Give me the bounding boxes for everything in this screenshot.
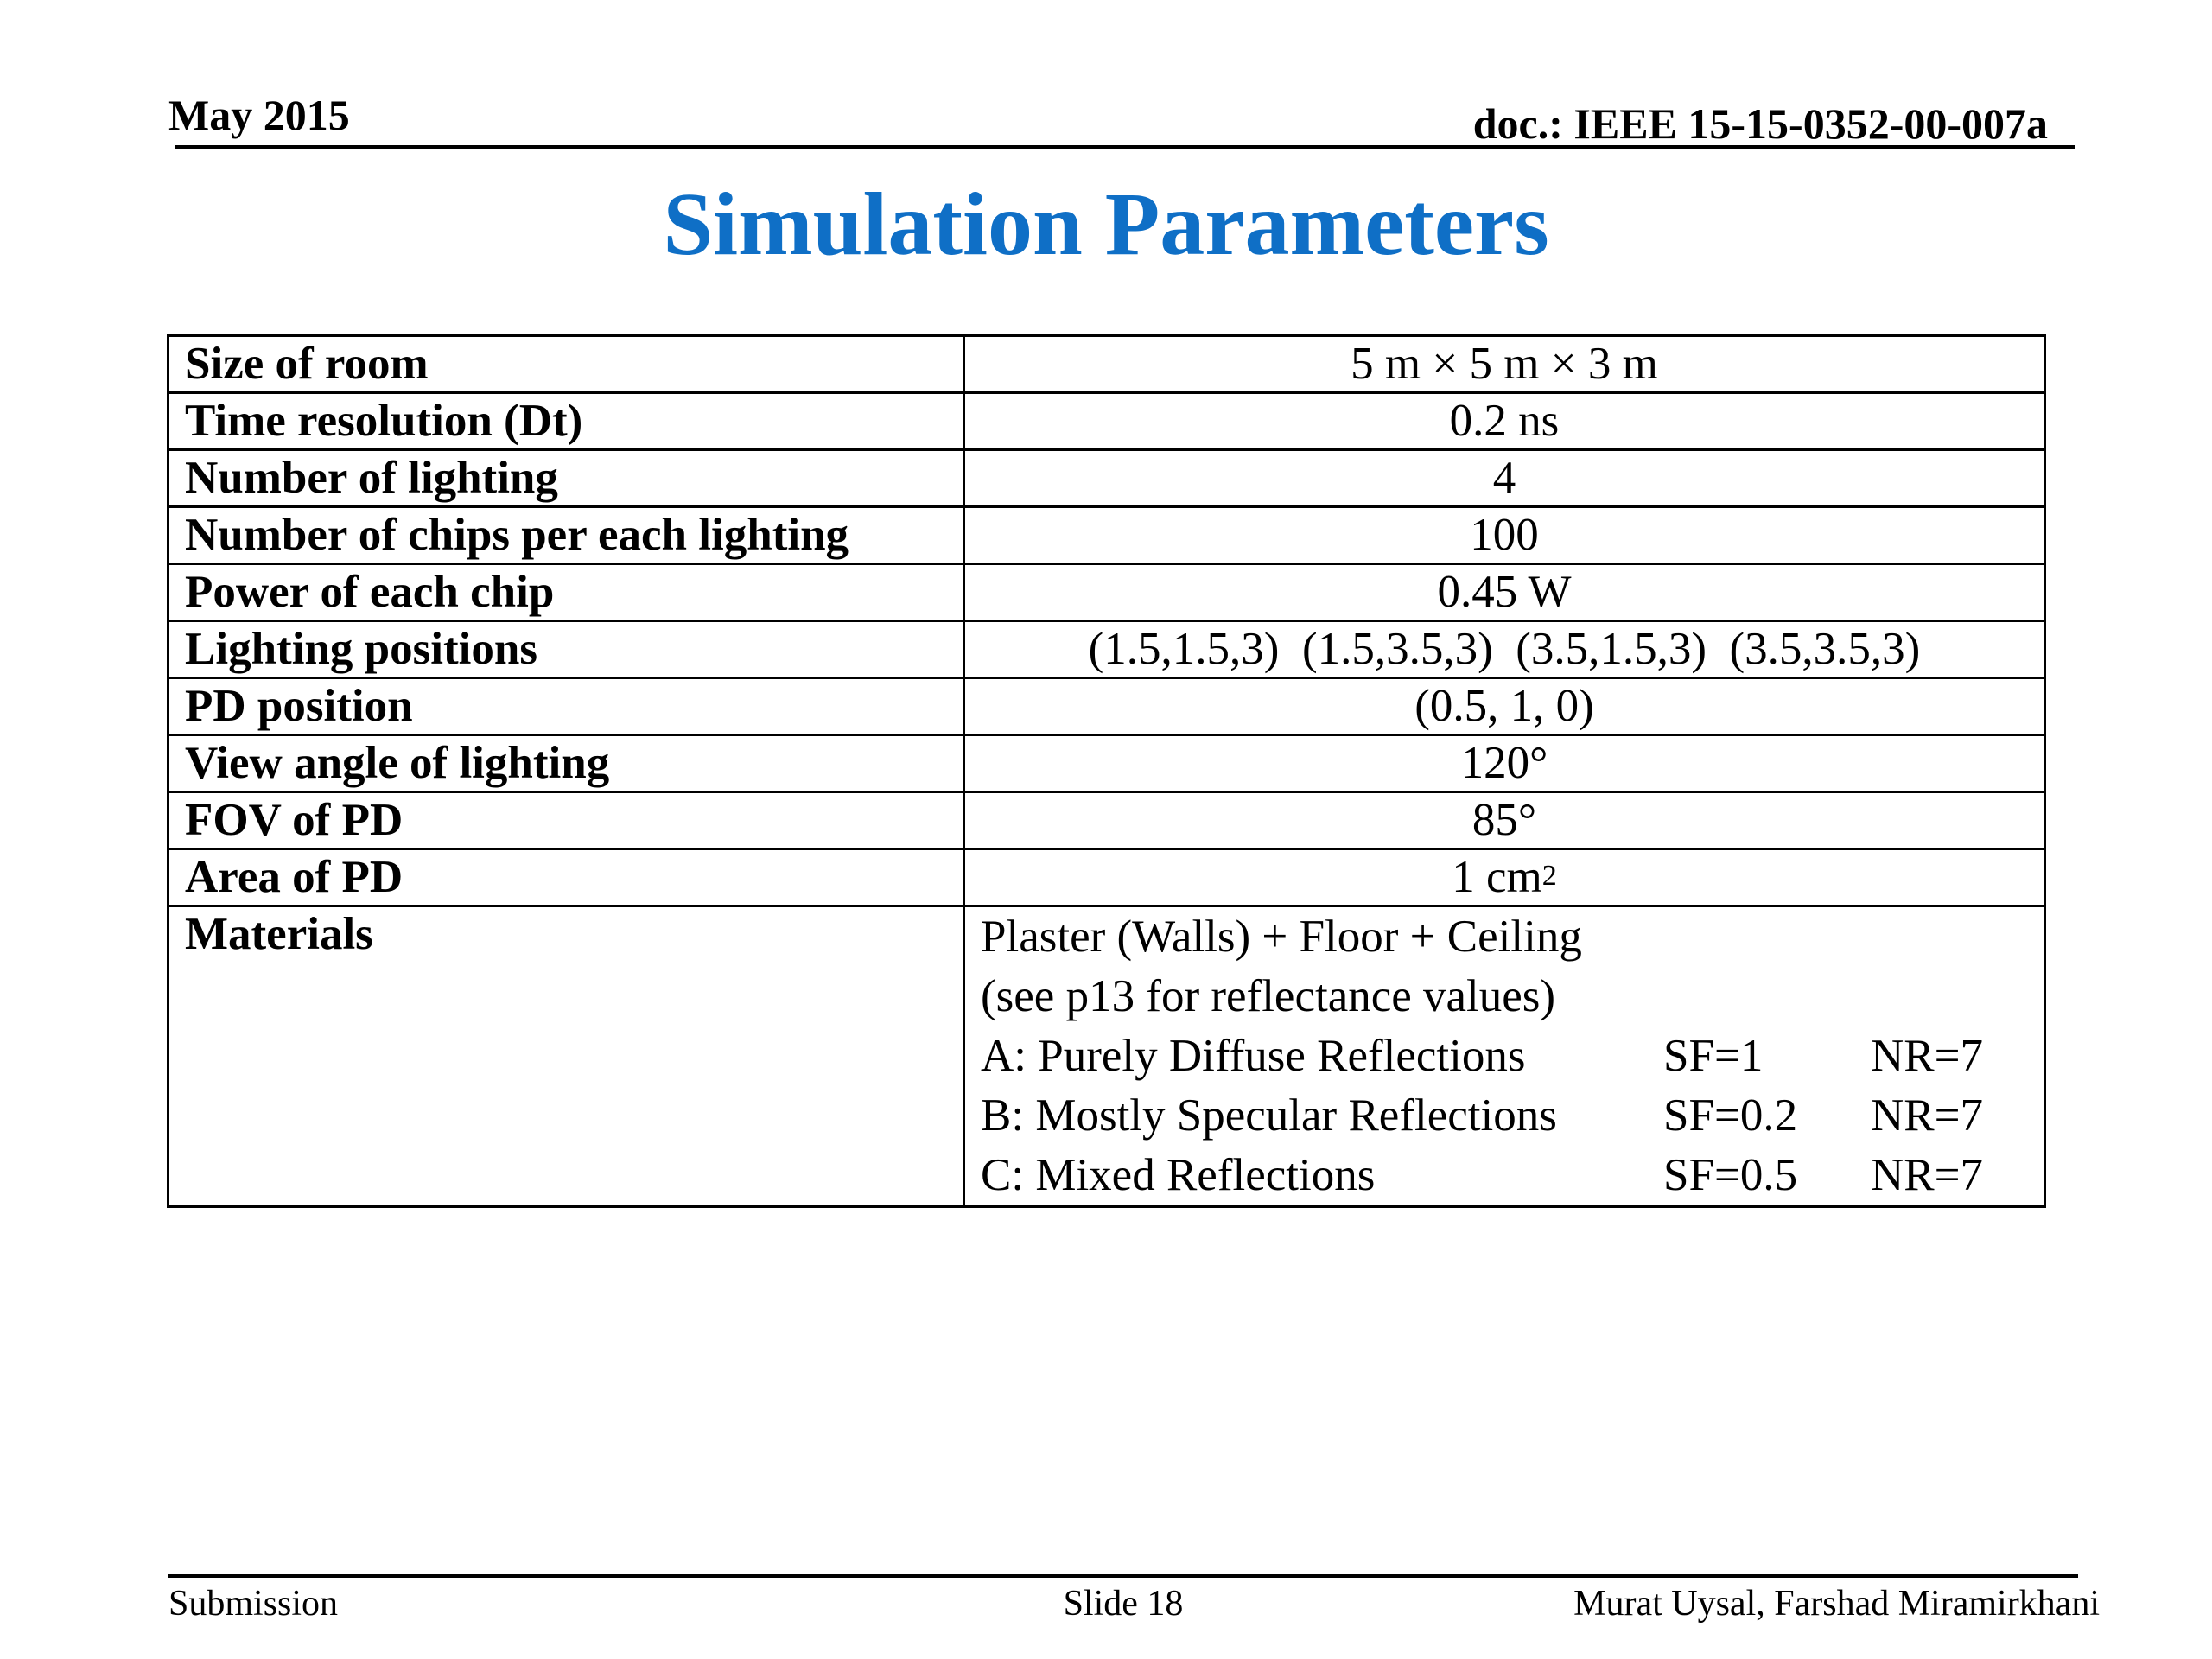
param-name: Size of room [168,336,964,393]
table-row [168,564,2045,621]
param-name: Materials [168,906,964,1207]
param-name: Number of lighting [168,450,964,507]
materials-case [981,1027,2028,1086]
case-nr: NR=7 [1871,1150,1984,1200]
param-value: 4 [964,450,2045,507]
materials-line: Plaster (Walls) + Floor + Ceiling [981,912,1582,962]
table-row [168,849,2045,906]
param-value: (1.5,1.5,3) (1.5,3.5,3) (3.5,1.5,3) (3.5,3.5,3) [964,621,2045,678]
header-date: May 2015 [168,91,350,139]
parameters-table [167,334,2046,1208]
param-name: Area of PD [168,849,964,906]
case-sf: SF=0.2 [1663,1090,1798,1141]
materials-note: (see p13 for reflectance values) [981,971,1556,1021]
footer-authors: Murat Uysal, Farshad Miramirkhani [1573,1584,2100,1624]
param-value: 0.45 W [964,564,2045,621]
case-nr: NR=7 [1871,1090,1984,1141]
param-value: 100 [964,507,2045,564]
slide-number: Slide 18 [1063,1584,1184,1624]
table-row [168,735,2045,792]
param-name: PD position [168,678,964,735]
param-name: Time resolution (Dt) [168,393,964,450]
param-name: View angle of lighting [168,735,964,792]
param-name: Number of chips per each lighting [168,507,964,564]
slide-title: Simulation Parameters [663,175,1549,274]
footer-submission: Submission [168,1584,339,1624]
param-name: Lighting positions [168,621,964,678]
footer-divider [168,1574,2078,1578]
case-sf: SF=1 [1663,1031,1764,1081]
param-value: (0.5, 1, 0) [964,678,2045,735]
param-value: 5 m × 5 m × 3 m [964,336,2045,393]
table-row [168,621,2045,678]
area-value: 1 cm [1452,852,1542,902]
param-value: 0.2 ns [964,393,2045,450]
table-row [168,336,2045,393]
param-value: 85° [964,792,2045,849]
case-label: C: Mixed Reflections [981,1150,1376,1200]
param-name: FOV of PD [168,792,964,849]
area-unit-exponent: 2 [1541,860,1557,892]
table-row [168,507,2045,564]
table-row [168,678,2045,735]
param-value: 120° [964,735,2045,792]
header-divider [175,145,2075,149]
table-row [168,393,2045,450]
param-name: Power of each chip [168,564,964,621]
materials-value [964,906,2045,1207]
table-row [168,450,2045,507]
case-sf: SF=0.5 [1663,1150,1798,1200]
materials-case [981,1086,2028,1146]
materials-case [981,1146,2028,1205]
case-label: B: Mostly Specular Reflections [981,1090,1557,1141]
header-doc-id: doc.: IEEE 15-15-0352-00-007a [1472,99,2048,148]
table-row-materials [168,906,2045,1207]
case-label: A: Purely Diffuse Reflections [981,1031,1526,1081]
table-row [168,792,2045,849]
case-nr: NR=7 [1871,1031,1984,1081]
param-value [964,849,2045,906]
